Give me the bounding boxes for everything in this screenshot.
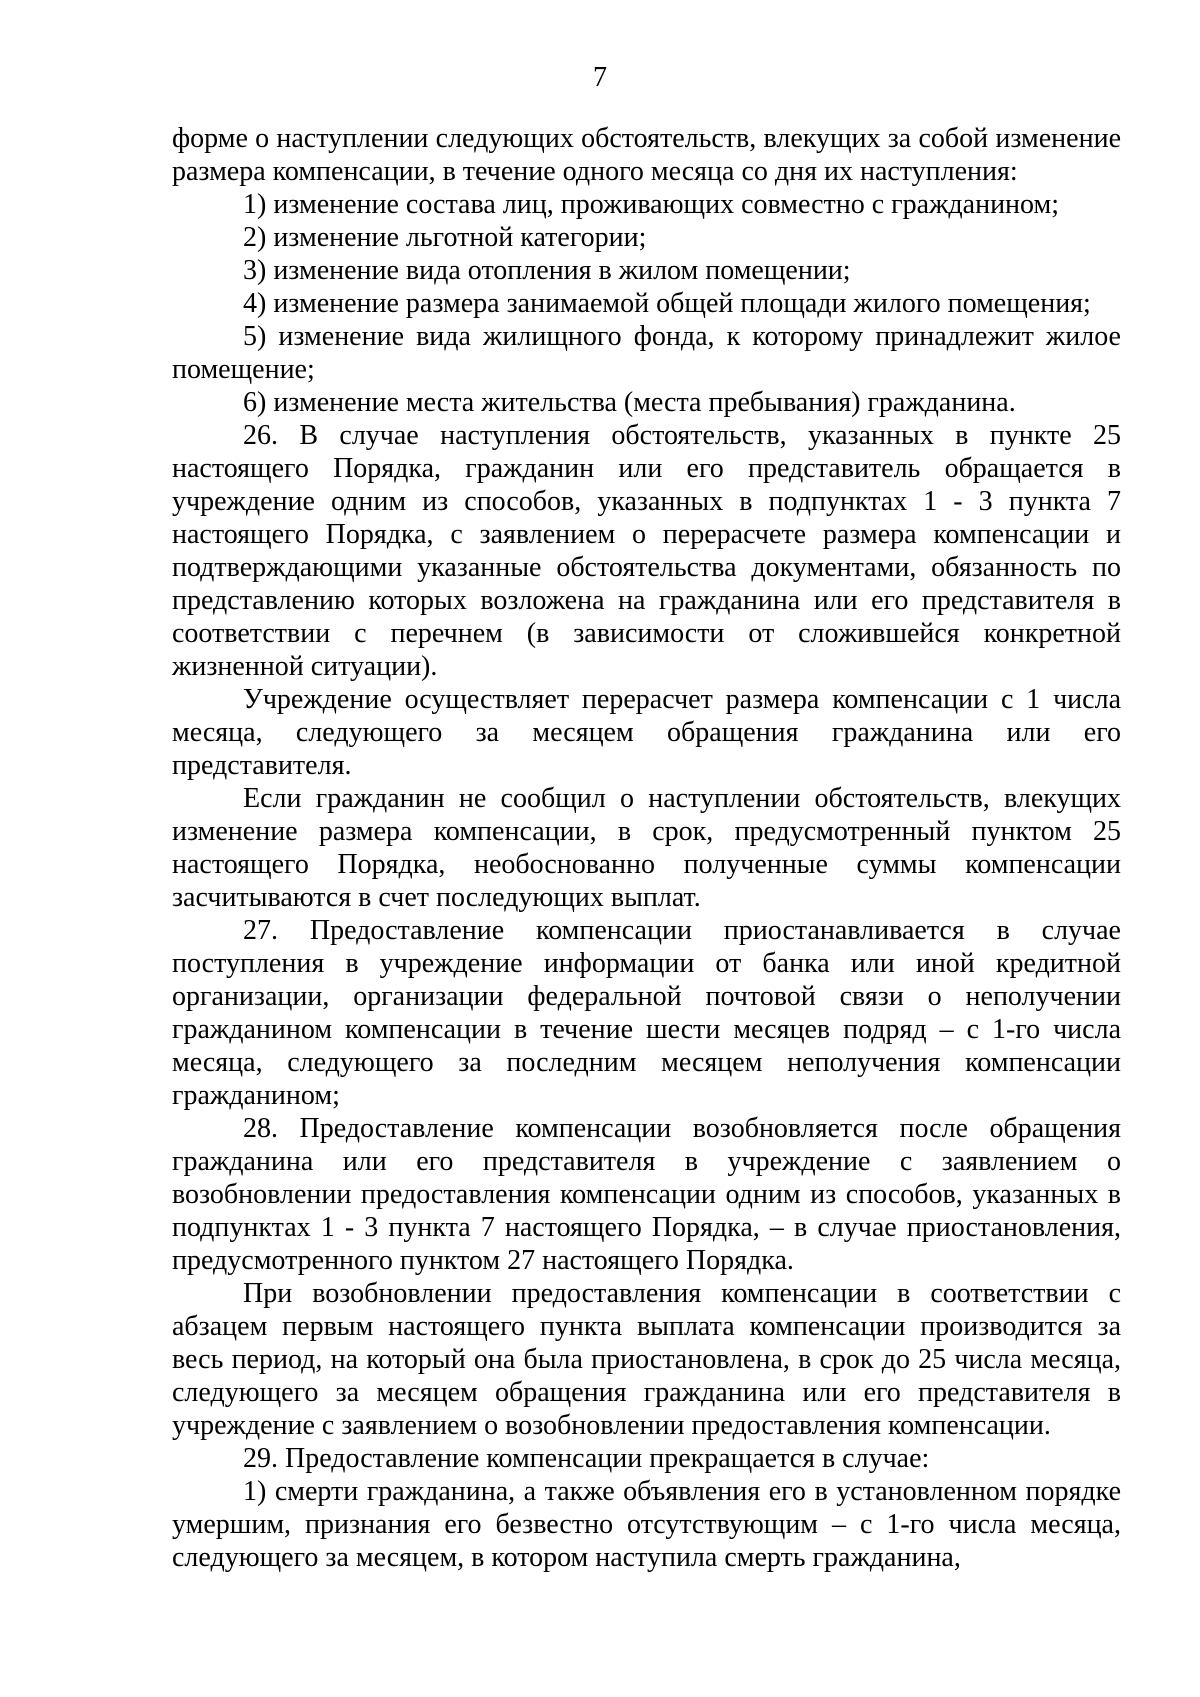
paragraph-clause-28: 28. Предоставление компенсации возобновляется после обращения гражданина или его представителя в учреждение с заявлением о возобновлении предоставления компенсации одним из способов, указанных в подпунктах 1 - 3 пункта 7 настоящего Порядка, – в случае приостановления, предусмотренного пунктом 27 настоящего Порядка.: [172, 1113, 1121, 1276]
page-number: 7: [593, 62, 607, 93]
list-item-death: 1) смерти гражданина, а также объявления его в установленном порядке умершим, признания его безвестно отсутствующим – с 1-го числа месяца, следующего за месяцем, в котором наступила смерть гражданина,: [172, 1476, 1121, 1573]
paragraph-not-reported: Если гражданин не сообщил о наступлении обстоятельств, влекущих изменение размера компенсации, в срок, предусмотренный пунктом 25 настоящего Порядка, необоснованно полученные суммы компенсации засчитываются в счет последующих выплат.: [172, 783, 1121, 913]
paragraph-intro: форме о наступлении следующих обстоятельств, влекущих за собой изменение размера компенсации, в течение одного месяца со дня их наступления:: [172, 123, 1121, 187]
list-item-1: 1) изменение состава лиц, проживающих совместно с гражданином;: [243, 189, 1060, 220]
paragraph-recalculation: Учреждение осуществляет перерасчет размера компенсации с 1 числа месяца, следующего за месяцем обращения гражданина или его представителя.: [172, 684, 1121, 781]
document-body: [172, 122, 1121, 1574]
list-item-3: 3) изменение вида отопления в жилом помещении;: [243, 255, 851, 286]
list-item-4: 4) изменение размера занимаемой общей площади жилого помещения;: [243, 288, 1091, 319]
list-item-2: 2) изменение льготной категории;: [243, 222, 647, 253]
paragraph-clause-27: 27. Предоставление компенсации приостанавливается в случае поступления в учреждение информации от банка или иной кредитной организации, организации федеральной почтовой связи о неполучении гражданином компенсации в течение шести месяцев подряд – с 1-го числа месяца, следующего за последним месяцем неполучения компенсации гражданином;: [172, 915, 1121, 1111]
list-item-5: 5) изменение вида жилищного фонда, к которому принадлежит жилое помещение;: [172, 321, 1121, 385]
paragraph-clause-29: 29. Предоставление компенсации прекращается в случае:: [243, 1443, 930, 1474]
paragraph-clause-26: 26. В случае наступления обстоятельств, указанных в пункте 25 настоящего Порядка, гражданин или его представитель обращается в учреждение одним из способов, указанных в подпунктах 1 - 3 пункта 7 настоящего Порядка, с заявлением о перерасчете размера компенсации и подтверждающими указанные обстоятельства документами, обязанность по представлению которых возложена на гражданина или его представителя в соответствии с перечнем (в зависимости от сложившейся конкретной жизненной ситуации).: [172, 420, 1121, 682]
paragraph-resumption-payment: При возобновлении предоставления компенсации в соответствии с абзацем первым настоящего пункта выплата компенсации производится за весь период, на который она была приостановлена, в срок до 25 числа месяца, следующего за месяцем обращения гражданина или его представителя в учреждение с заявлением о возобновлении предоставления компенсации.: [172, 1278, 1121, 1441]
list-item-6: 6) изменение места жительства (места пребывания) гражданина.: [243, 387, 1016, 418]
